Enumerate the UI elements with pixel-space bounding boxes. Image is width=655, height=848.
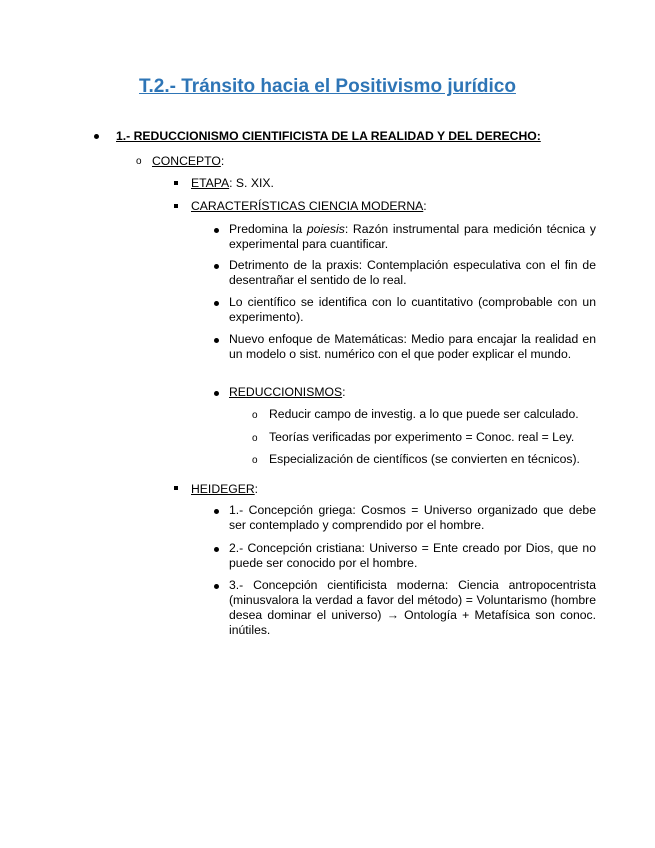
bullet-dot	[214, 547, 219, 552]
bullet-dot	[214, 509, 219, 514]
section-heading: 1.- REDUCCIONISMO CIENTIFICISTA DE LA REALIDAD Y DEL DERECHO:	[116, 129, 541, 143]
bullet-dot	[214, 228, 219, 233]
bullet-dot	[214, 264, 219, 269]
arrow-icon: →	[386, 608, 399, 622]
bullet-dot	[214, 584, 219, 589]
list-item: Reducir campo de investig. a lo que puede ser calculado.	[269, 407, 579, 421]
bullet-dot	[214, 338, 219, 343]
list-item: Nuevo enfoque de Matemáticas: Medio para encajar la realidad en un modelo o sist. numérico con el que poder explicar el mundo.	[229, 332, 596, 361]
reduccionismos-heading: REDUCCIONISMOS:	[229, 385, 346, 399]
list-item: Detrimento de la praxis: Contemplación especulativa con el fin de desentrañar el sentido de lo real.	[229, 258, 596, 287]
bullet-circle: o	[252, 455, 258, 466]
etapa-line: ETAPA: S. XIX.	[191, 176, 274, 190]
heideger-heading: HEIDEGER:	[191, 482, 259, 496]
list-item: Especialización de científicos (se convierten en técnicos).	[269, 452, 580, 466]
bullet-square	[174, 181, 178, 185]
list-item: Lo científico se identifica con lo cuantitativo (comprobable con un experimento).	[229, 295, 596, 324]
bullet-square	[174, 486, 178, 490]
bullet-circle: o	[252, 410, 258, 421]
bullet-circle: o	[252, 433, 258, 444]
bullet-circle: o	[136, 156, 142, 167]
list-item: Teorías verificadas por experimento = Conoc. real = Ley.	[269, 430, 575, 444]
bullet-dot	[94, 134, 99, 139]
list-item: 3.- Concepción cientificista moderna: Ciencia antropocentrista (minusvalora la verdad a favor del método) = Voluntarismo (hombre desea dominar el universo) → Ontología + Metafísica son conoc. inútiles.	[229, 578, 596, 637]
bullet-dot	[214, 391, 219, 396]
bullet-square	[174, 204, 178, 208]
list-item: 2.- Concepción cristiana: Universo = Ente creado por Dios, que no puede ser conocido por el hombre.	[229, 541, 596, 570]
concepto-heading: CONCEPTO:	[152, 154, 225, 168]
page-title: T.2.- Tránsito hacia el Positivismo jurídico	[139, 76, 516, 97]
caracteristicas-heading: CARACTERÍSTICAS CIENCIA MODERNA:	[191, 199, 427, 213]
list-item: 1.- Concepción griega: Cosmos = Universo organizado que debe ser contemplado y comprendido por el hombre.	[229, 503, 596, 532]
list-item: Predomina la poiesis: Razón instrumental para medición técnica y experimental para cuantificar.	[229, 222, 596, 251]
bullet-dot	[214, 301, 219, 306]
